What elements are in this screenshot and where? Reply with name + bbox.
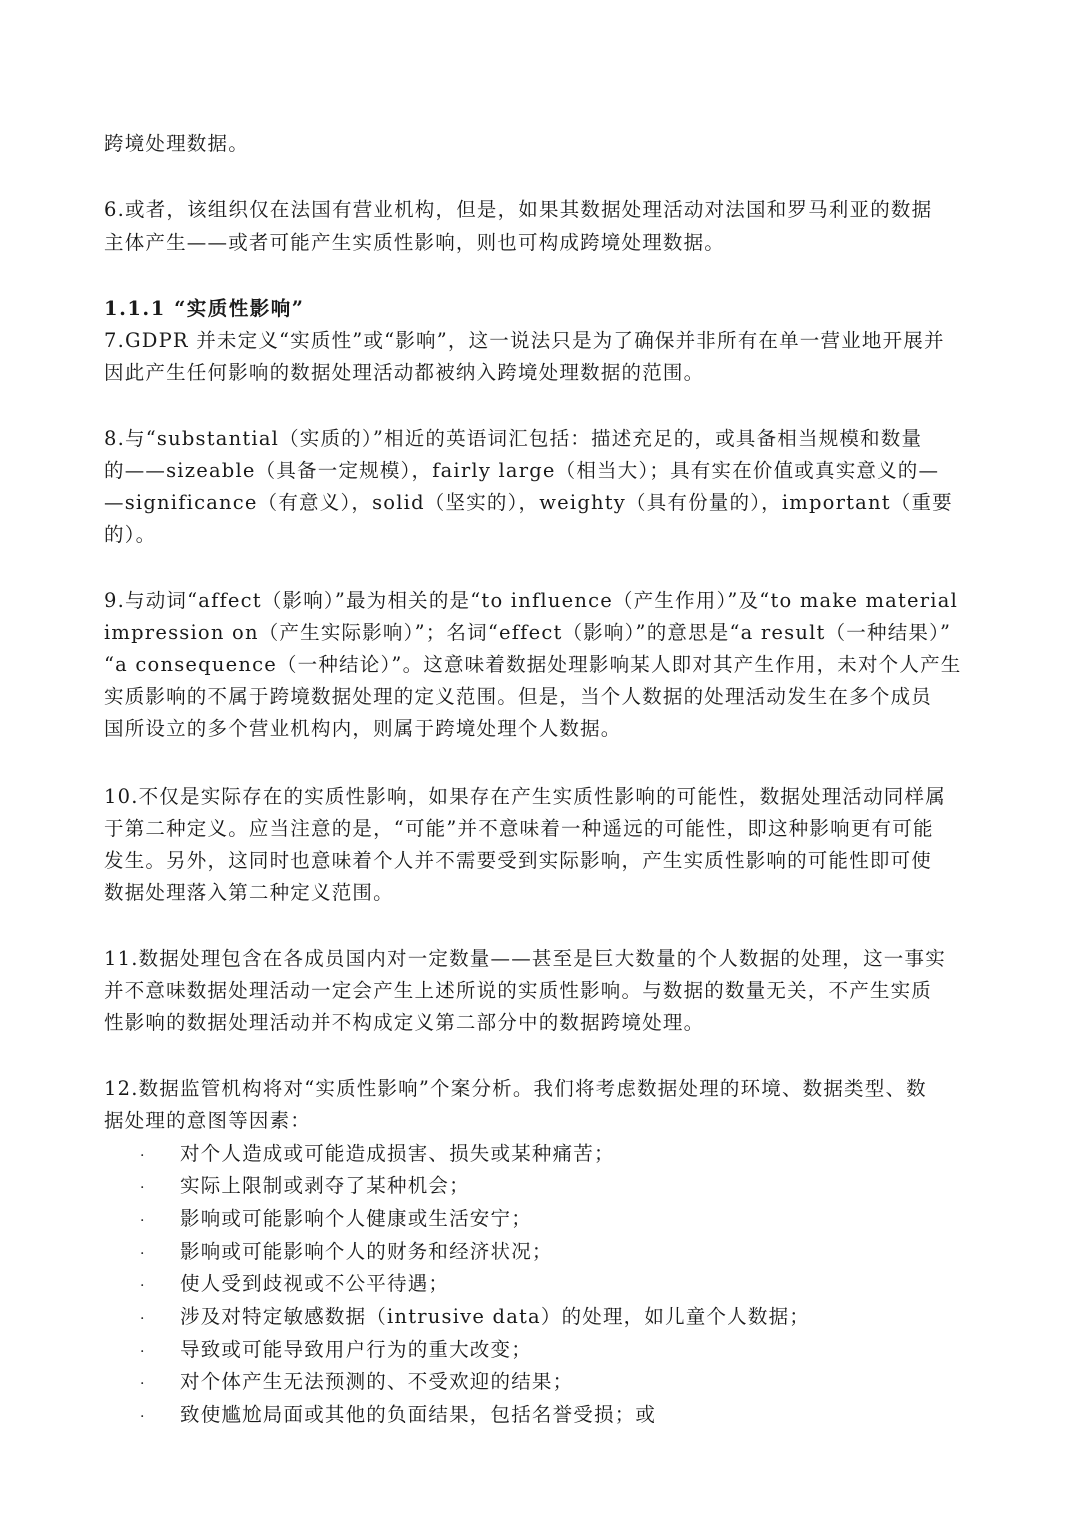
bullet-text: 导致或可能导致用户行为的重大改变； (180, 1338, 532, 1361)
paragraph-10-line: 数据处理落入第二种定义范围。 (104, 881, 394, 904)
paragraph-10-line: 于第二种定义。应当注意的是，“可能”并不意味着一种遥远的可能性，即这种影响更有可能 (104, 817, 934, 840)
paragraph-9-line: “a consequence（一种结论）”。这意味着数据处理影响某人即对其产生作用，未对个人产生 (104, 653, 962, 676)
paragraph-9-line: impression on（产生实际影响）”；名词“effect（影响）”的意思是“a result（一种结果）” (104, 621, 952, 644)
bullet-item (140, 1236, 553, 1270)
bullet-text: 对个人造成或可能造成损害、损失或某种痛苦； (180, 1142, 615, 1165)
paragraph-11-line: 11.数据处理包含在各成员国内对一定数量——甚至是巨大数量的个人数据的处理，这一事实 (104, 947, 946, 970)
paragraph-8-line: —significance（有意义），solid（坚实的），weighty（具有份量的），important（重要 (104, 491, 953, 514)
bullet-item (140, 1366, 573, 1400)
bullet-text: 对个体产生无法预测的、不受欢迎的结果； (180, 1370, 574, 1393)
bullet-text: 涉及对特定敏感数据（intrusive data）的处理，如儿童个人数据； (180, 1305, 810, 1328)
bullet-dot-icon: · (140, 1148, 146, 1164)
paragraph-8-line: 的）。 (104, 523, 157, 546)
bullet-dot-icon: · (140, 1180, 146, 1196)
bullet-dot-icon: · (140, 1246, 146, 1262)
bullet-item (140, 1301, 810, 1335)
bullet-text: 致使尴尬局面或其他的负面结果，包括名誉受损；或 (180, 1403, 657, 1426)
paragraph-11-line: 性影响的数据处理活动并不构成定义第二部分中的数据跨境处理。 (104, 1011, 705, 1034)
bullet-item (140, 1399, 656, 1433)
paragraph-6-line: 6.或者，该组织仅在法国有营业机构，但是，如果其数据处理活动对法国和罗马利亚的数据 (104, 198, 933, 221)
paragraph-8-line: 的——sizeable（具备一定规模），fairly large（相当大）；具有实在价值或真实意义的— (104, 459, 940, 482)
bullet-dot-icon: · (140, 1344, 146, 1360)
bullet-text: 影响或可能影响个人的财务和经济状况； (180, 1240, 553, 1263)
paragraph-9-line: 实质影响的不属于跨境数据处理的定义范围。但是，当个人数据的处理活动发生在多个成员 (104, 685, 933, 708)
bullet-text: 使人受到歧视或不公平待遇； (180, 1272, 450, 1295)
paragraph-10-line: 发生。另外，这同时也意味着个人并不需要受到实际影响，产生实质性影响的可能性即可使 (104, 849, 933, 872)
paragraph-12-line: 据处理的意图等因素： (104, 1109, 312, 1132)
bullet-item (140, 1268, 449, 1302)
paragraph-6-line: 主体产生——或者可能产生实质性影响，则也可构成跨境处理数据。 (104, 231, 726, 254)
paragraph-9-line: 国所设立的多个营业机构内，则属于跨境处理个人数据。 (104, 717, 622, 740)
paragraph-8-line: 8.与“substantial（实质的）”相近的英语词汇包括：描述充足的，或具备相当规模和数量 (104, 427, 923, 450)
bullet-dot-icon: · (140, 1213, 146, 1229)
paragraph-7-line: 7.GDPR 并未定义“实质性”或“影响”，这一说法只是为了确保并非所有在单一营业地开展并 (104, 329, 945, 352)
bullet-item (140, 1334, 532, 1368)
bullet-item (140, 1203, 532, 1237)
text-line: 跨境处理数据。 (104, 132, 249, 155)
bullet-item (140, 1170, 470, 1204)
paragraph-10-line: 10.不仅是实际存在的实质性影响，如果存在产生实质性影响的可能性，数据处理活动同样属 (104, 785, 946, 808)
bullet-dot-icon: · (140, 1376, 146, 1392)
bullet-item (140, 1138, 615, 1172)
section-heading: 1.1.1 “实质性影响” (104, 297, 305, 320)
paragraph-11-line: 并不意味数据处理活动一定会产生上述所说的实质性影响。与数据的数量无关，不产生实质 (104, 979, 933, 1002)
bullet-dot-icon: · (140, 1278, 146, 1294)
bullet-text: 影响或可能影响个人健康或生活安宁； (180, 1207, 532, 1230)
paragraph-9-line: 9.与动词“affect（影响）”最为相关的是“to influence（产生作用）”及“to make material (104, 589, 959, 612)
bullet-dot-icon: · (140, 1311, 146, 1327)
bullet-text: 实际上限制或剥夺了某种机会； (180, 1174, 470, 1197)
paragraph-7-line: 因此产生任何影响的数据处理活动都被纳入跨境处理数据的范围。 (104, 361, 705, 384)
bullet-dot-icon: · (140, 1409, 146, 1425)
paragraph-12-line: 12.数据监管机构将对“实质性影响”个案分析。我们将考虑数据处理的环境、数据类型、数 (104, 1077, 927, 1100)
